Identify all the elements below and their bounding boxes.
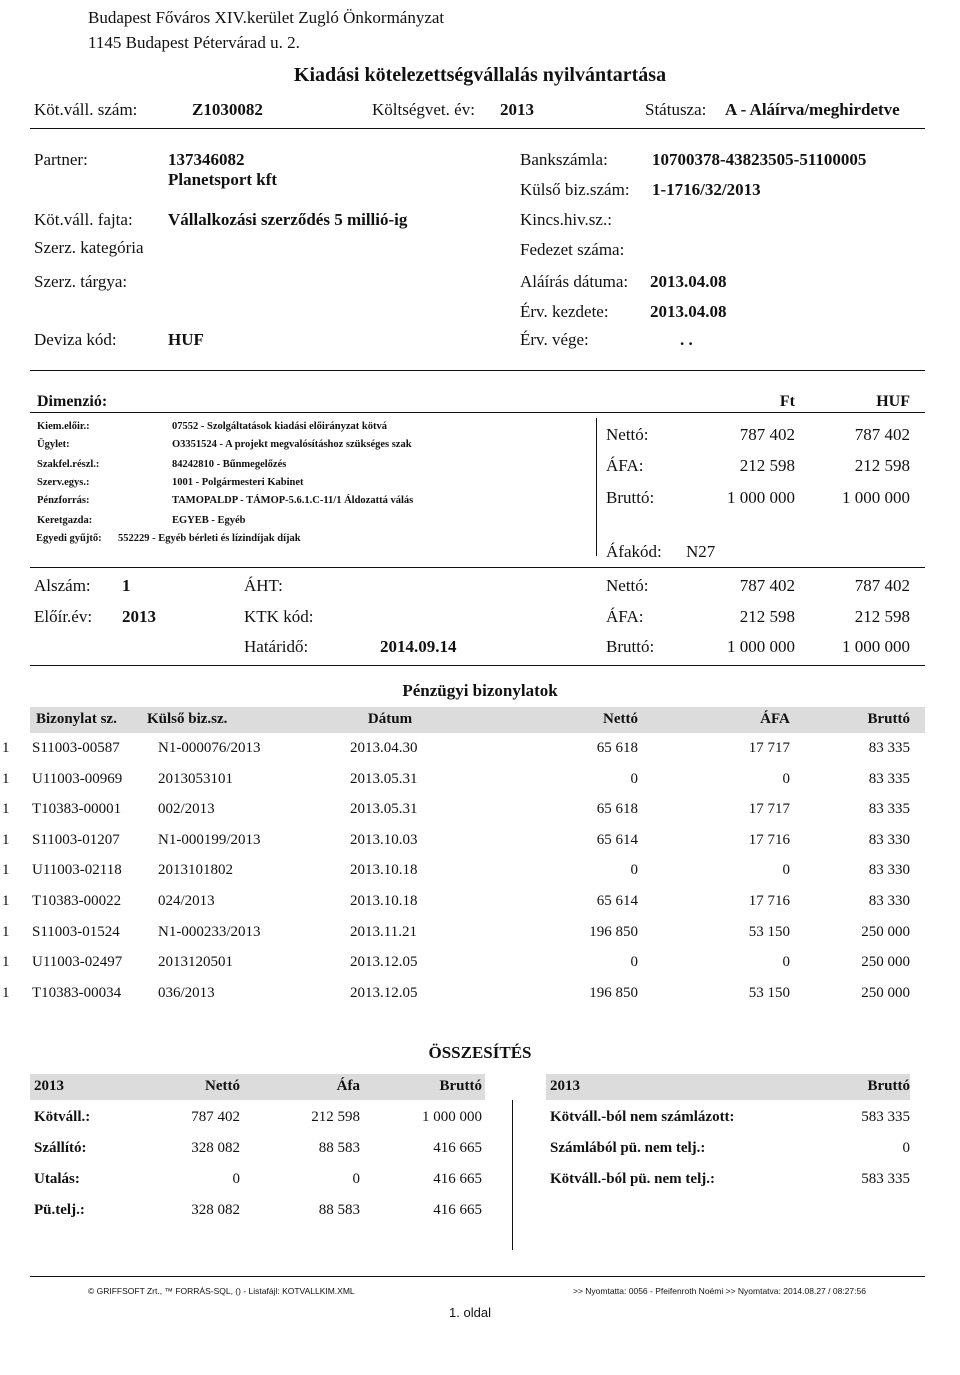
table-cell: 024/2013 <box>158 893 215 909</box>
dimenzio-value: O3351524 - A projekt megvalósításhoz szükséges szak <box>172 439 412 450</box>
fedezet-label: Fedezet száma: <box>520 240 625 259</box>
amount-huf: 1 000 000 <box>842 488 910 507</box>
table-cell: 2013.12.05 <box>350 954 418 971</box>
table-cell: 17 716 <box>748 831 790 848</box>
hatarido-value: 2014.09.14 <box>380 637 457 656</box>
table-cell: 0 <box>782 770 790 787</box>
table-cell: 002/2013 <box>158 801 215 818</box>
table-cell: 17 717 <box>748 801 790 818</box>
table-cell: U11003-02118 <box>32 862 122 879</box>
org-name: Budapest Főváros XIV.kerület Zugló Önkormányzat <box>88 8 445 27</box>
table-cell: T10383-00001 <box>32 801 122 818</box>
summary-header: Bruttó <box>439 1078 482 1094</box>
table-cell: 2013.04.30 <box>350 740 418 756</box>
osszesites-title: ÖSSZESÍTÉS <box>428 1043 532 1062</box>
table-cell: 2013.10.18 <box>350 862 418 879</box>
table-cell: 250 000 <box>861 984 910 1001</box>
summary-cell: 88 583 <box>318 1202 360 1218</box>
table-header: Dátum <box>367 711 413 727</box>
table-cell: N1-000199/2013 <box>158 831 261 848</box>
summary-cell: Utalás: <box>34 1171 80 1187</box>
col-huf-header: HUF <box>876 393 910 410</box>
table-cell: 2013.10.03 <box>350 831 418 848</box>
partner-label: Partner: <box>34 150 88 169</box>
amount-huf: 787 402 <box>854 576 910 595</box>
amount-ft: 1 000 000 <box>727 488 795 507</box>
page-title: Kiadási kötelezettségvállalás nyilvántartása <box>293 64 667 86</box>
table-cell: 83 330 <box>868 831 910 848</box>
table-cell: 0 <box>782 862 790 879</box>
table-cell: 1 <box>2 923 10 940</box>
dimenzio-key: Egyedi gyűjtő: <box>36 533 102 544</box>
table-cell: S11003-00587 <box>32 740 120 756</box>
amount-huf: 212 598 <box>854 607 910 626</box>
table-cell: S11003-01524 <box>32 923 120 940</box>
aht-label: ÁHT: <box>244 576 283 595</box>
alairas-label: Aláírás dátuma: <box>520 272 629 291</box>
table-cell: 196 850 <box>589 984 638 1001</box>
bank-label: Bankszámla: <box>520 150 608 169</box>
dimenzio-divider <box>30 412 925 413</box>
table-header: Külső biz.sz. <box>147 711 228 727</box>
table-cell: 0 <box>630 862 638 879</box>
table-cell: 1 <box>2 801 10 818</box>
table-cell: 65 614 <box>596 831 638 848</box>
amount-label: Bruttó: <box>606 488 655 507</box>
table-cell: 1 <box>2 954 10 971</box>
table-cell: 1 <box>2 831 10 848</box>
amount-huf: 212 598 <box>854 456 910 475</box>
page-number: 1. oldal <box>449 1305 491 1320</box>
summary-cell: Kötváll.: <box>34 1109 91 1125</box>
amount-label: Nettó: <box>606 576 649 595</box>
osszesites-vertical-divider <box>512 1100 513 1250</box>
table-cell: 65 618 <box>596 801 638 818</box>
fajta-label: Köt.váll. fajta: <box>34 210 133 229</box>
table-cell: 0 <box>630 954 638 971</box>
partner-id: 137346082 <box>168 150 245 169</box>
summary-cell: Kötváll.-ból nem számlázott: <box>550 1109 735 1125</box>
table-cell: 250 000 <box>861 954 910 971</box>
table-cell: 2013.12.05 <box>350 984 418 1001</box>
summary-cell: 583 335 <box>861 1109 910 1125</box>
table-header: Nettó <box>603 711 638 727</box>
table-cell: 83 335 <box>868 770 910 787</box>
table-cell: N1-000076/2013 <box>158 740 261 756</box>
table-cell: 2013.05.31 <box>350 770 418 787</box>
dimenzio-value: 552229 - Egyéb bérleti és lízindíjak díjak <box>118 533 301 544</box>
amount-ft: 1 000 000 <box>727 637 795 656</box>
table-cell: 036/2013 <box>158 984 215 1001</box>
info-divider <box>30 370 925 371</box>
table-cell: 17 717 <box>748 740 790 756</box>
dimenzio-key: Ügylet: <box>37 439 70 450</box>
table-cell: 1 <box>2 740 10 756</box>
summary-cell: 0 <box>232 1171 240 1187</box>
org-address: 1145 Budapest Pétervárad u. 2. <box>88 33 300 52</box>
table-cell: U11003-02497 <box>32 954 123 971</box>
table-cell: T10383-00034 <box>32 984 122 1001</box>
amount-ft: 212 598 <box>739 607 795 626</box>
dimenzio-value: 84242810 - Bűnmegelőzés <box>172 459 287 470</box>
table-cell: 196 850 <box>589 923 638 940</box>
table-cell: N1-000233/2013 <box>158 923 261 940</box>
dimenzio-label: Dimenzió: <box>37 393 108 410</box>
table-cell: 83 335 <box>868 801 910 818</box>
summary-cell: 416 665 <box>433 1202 482 1218</box>
summary-cell: 1 000 000 <box>422 1109 482 1125</box>
dimenzio-key: Pénzforrás: <box>37 495 90 506</box>
dimenzio-value: TAMOPALDP - TÁMOP-5.6.1.C-11/1 Áldozattá válás <box>172 495 414 506</box>
summary-cell: 88 583 <box>318 1140 360 1156</box>
amount-ft: 787 402 <box>739 576 795 595</box>
table-cell: 0 <box>782 954 790 971</box>
kategoria-label: Szerz. kategória <box>34 238 144 257</box>
eloir-value: 2013 <box>122 607 156 626</box>
table-cell: 2013101802 <box>158 862 233 879</box>
table-cell: T10383-00022 <box>32 893 122 909</box>
summary-cell: Pü.telj.: <box>34 1202 85 1218</box>
amount-huf: 787 402 <box>854 425 910 444</box>
table-cell: 250 000 <box>861 923 910 940</box>
table-cell: 2013120501 <box>158 954 233 971</box>
summary-header: Bruttó <box>867 1078 910 1094</box>
table-cell: 65 618 <box>596 740 638 756</box>
dimenzio-key: Keretgazda: <box>37 515 93 526</box>
dimenzio-vertical-divider <box>596 418 597 556</box>
amount-label: Nettó: <box>606 425 649 444</box>
footer-left: © GRIFFSOFT Zrt., ™ FORRÁS-SQL, () - Listafájl: KOTVALLKIM.XML <box>88 1286 355 1296</box>
fajta-value: Vállalkozási szerződés 5 millió-ig <box>168 210 408 229</box>
summary-cell: 328 082 <box>191 1140 240 1156</box>
targya-label: Szerz. tárgya: <box>34 272 128 291</box>
amount-label: ÁFA: <box>606 607 644 626</box>
koltsegvet-value: 2013 <box>500 100 534 119</box>
kulso-label: Külső biz.szám: <box>520 180 630 199</box>
table-cell: 83 330 <box>868 862 910 879</box>
summary-cell: 328 082 <box>191 1202 240 1218</box>
amount-ft: 212 598 <box>739 456 795 475</box>
table-header: Bizonylat sz. <box>36 711 117 727</box>
alszam-bottom-divider <box>30 665 925 666</box>
header-divider <box>30 128 925 129</box>
summary-cell: Számlából pü. nem telj.: <box>550 1140 706 1156</box>
erv-kezdete-value: 2013.04.08 <box>650 302 727 321</box>
alairas-value: 2013.04.08 <box>650 272 727 291</box>
col-ft-header: Ft <box>779 393 795 410</box>
summary-header: Nettó <box>205 1078 240 1094</box>
table-cell: 83 330 <box>868 893 910 909</box>
dimenzio-value: 07552 - Szolgáltatások kiadási előirányzat kötvá <box>172 421 387 432</box>
table-cell: 1 <box>2 770 10 787</box>
afakod-label: Áfakód: <box>606 542 662 561</box>
kotvall-label: Köt.váll. szám: <box>34 100 138 119</box>
summary-cell: 416 665 <box>433 1171 482 1187</box>
status-label: Státusza: <box>645 100 707 119</box>
bank-value: 10700378-43823505-51100005 <box>652 150 867 169</box>
table-header: Bruttó <box>867 711 910 727</box>
table-cell: 0 <box>630 770 638 787</box>
amount-label: ÁFA: <box>606 456 644 475</box>
table-cell: 2013053101 <box>158 770 233 787</box>
dimenzio-key: Kiem.előir.: <box>37 421 90 432</box>
alszam-label: Alszám: <box>34 576 91 595</box>
summary-cell: 0 <box>352 1171 360 1187</box>
partner-name: Planetsport kft <box>168 170 278 189</box>
erv-vege-value: . . <box>680 330 693 349</box>
summary-cell: 0 <box>902 1140 910 1156</box>
eloir-label: Előír.év: <box>34 607 93 626</box>
amount-label: Bruttó: <box>606 637 655 656</box>
alszam-divider <box>30 567 925 568</box>
footer-divider <box>30 1276 925 1277</box>
deviza-value: HUF <box>168 330 204 349</box>
erv-kezdete-label: Érv. kezdete: <box>520 302 609 321</box>
table-header: ÁFA <box>760 711 790 727</box>
deviza-label: Deviza kód: <box>34 330 117 349</box>
summary-cell: 416 665 <box>433 1140 482 1156</box>
kotvall-value: Z1030082 <box>192 100 263 119</box>
summary-header: Áfa <box>336 1078 360 1094</box>
summary-cell: Kötváll.-ból pü. nem telj.: <box>550 1171 715 1187</box>
summary-header: 2013 <box>550 1078 580 1094</box>
summary-cell: 583 335 <box>861 1171 910 1187</box>
table-cell: 2013.10.18 <box>350 893 418 909</box>
table-cell: U11003-00969 <box>32 770 123 787</box>
table-cell: 53 150 <box>748 923 790 940</box>
summary-cell: 212 598 <box>311 1109 360 1125</box>
dimenzio-value: EGYEB - Egyéb <box>172 515 246 526</box>
table-cell: 2013.11.21 <box>350 923 417 940</box>
table-cell: 2013.05.31 <box>350 801 418 818</box>
hatarido-label: Határidő: <box>244 637 309 656</box>
kincs-label: Kincs.hiv.sz.: <box>520 210 612 229</box>
amount-ft: 787 402 <box>739 425 795 444</box>
dimenzio-key: Szerv.egys.: <box>37 477 90 488</box>
summary-cell: Szállító: <box>34 1140 87 1156</box>
table-cell: 53 150 <box>748 984 790 1001</box>
table-cell: 17 716 <box>748 893 790 909</box>
erv-vege-label: Érv. vége: <box>520 330 589 349</box>
afakod-value: N27 <box>686 542 716 561</box>
penzugyi-title: Pénzügyi bizonylatok <box>402 681 558 700</box>
summary-cell: 787 402 <box>191 1109 240 1125</box>
table-cell: 1 <box>2 984 10 1001</box>
footer-right: >> Nyomtatta: 0056 - Pfeifenroth Noémi >> Nyomtatva: 2014.08.27 / 08:27:56 <box>573 1286 866 1296</box>
table-cell: S11003-01207 <box>32 831 120 848</box>
table-cell: 1 <box>2 862 10 879</box>
table-cell: 1 <box>2 893 10 909</box>
ktk-label: KTK kód: <box>244 607 314 626</box>
dimenzio-value: 1001 - Polgármesteri Kabinet <box>172 477 304 488</box>
kulso-value: 1-1716/32/2013 <box>652 180 761 199</box>
status-value: A - Aláírva/meghirdetve <box>725 100 900 119</box>
amount-huf: 1 000 000 <box>842 637 910 656</box>
alszam-value: 1 <box>122 576 131 595</box>
koltsegvet-label: Költségvet. év: <box>372 100 475 119</box>
table-cell: 65 614 <box>596 893 638 909</box>
dimenzio-key: Szakfel.részl.: <box>37 459 100 470</box>
summary-header: 2013 <box>34 1078 64 1094</box>
table-cell: 83 335 <box>868 740 910 756</box>
